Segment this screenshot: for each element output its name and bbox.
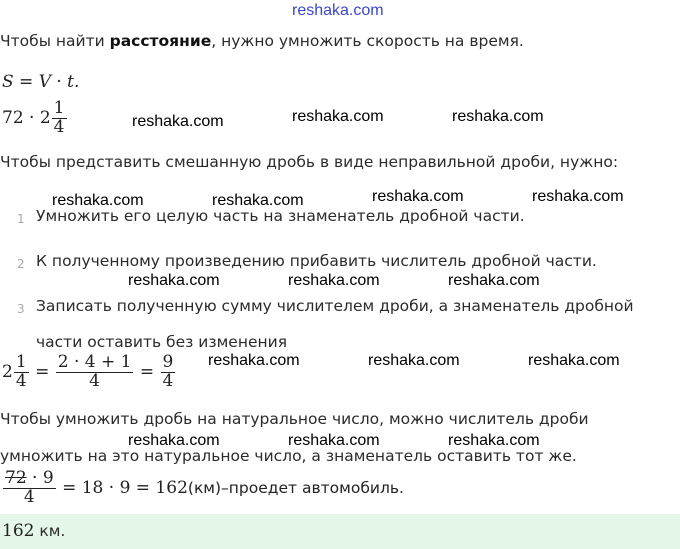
watermark: reshaka.com	[288, 432, 380, 449]
calc-tail: (км)–проедет автомобиль.	[187, 478, 404, 497]
mixed-intro: Чтобы представить смешанную дробь в виде неправильной дроби, нужно:	[0, 153, 619, 171]
calc-fraction	[3, 470, 56, 507]
rule-line-2: умножить на это натуральное число, а знаменатель оставить тот же.	[0, 447, 577, 465]
step-number: 2	[17, 257, 25, 271]
numerator: 9	[162, 352, 174, 372]
intro-bold: расстояние	[109, 32, 212, 50]
numerator: 1	[15, 352, 27, 372]
watermark: reshaka.com	[128, 272, 220, 289]
calculation	[2, 470, 404, 507]
expression	[2, 100, 68, 137]
watermark: reshaka.com	[368, 352, 460, 369]
step-text: Умножить его целую часть на знаменатель дробной части.	[36, 207, 525, 225]
fraction	[14, 354, 29, 391]
watermark: reshaka.com	[372, 188, 464, 205]
struck-number: 72	[5, 468, 27, 488]
step-text: Записать полученную сумму числителем дроби, а знаменатель дробной	[36, 297, 634, 315]
answer-unit: км.	[34, 522, 66, 540]
numerator-rest: · 9	[26, 468, 54, 488]
intro-prefix: Чтобы найти	[0, 32, 110, 50]
watermark: reshaka.com	[452, 108, 544, 125]
watermark: reshaka.com	[448, 432, 540, 449]
fraction	[161, 354, 176, 391]
step-number: 1	[17, 212, 25, 226]
rule-line-1: Чтобы умножить дробь на натуральное число, можно числитель дроби	[0, 410, 589, 428]
watermark-top: reshaka.com	[292, 2, 384, 19]
watermark: reshaka.com	[288, 272, 380, 289]
watermark: reshaka.com	[532, 188, 624, 205]
expression-lead: 72 · 2	[2, 107, 51, 128]
numerator: 2 · 4 + 1	[57, 352, 132, 372]
watermark: reshaka.com	[528, 352, 620, 369]
fraction-denominator: 4	[53, 116, 65, 137]
intro-suffix: , нужно умножить скорость на время.	[211, 32, 524, 50]
denominator: 4	[89, 370, 100, 391]
answer-value: 162	[2, 521, 35, 541]
fraction	[56, 354, 134, 391]
mixed-conversion	[2, 354, 176, 391]
calc-result: = 18 · 9 = 162	[56, 477, 188, 498]
answer-box	[0, 514, 680, 549]
watermark: reshaka.com	[212, 192, 304, 209]
watermark: reshaka.com	[448, 272, 540, 289]
fraction-numerator: 1	[53, 98, 65, 118]
equals-sign: =	[35, 361, 50, 382]
calc-denominator: 4	[23, 486, 35, 507]
distance-formula: S = V · t.	[2, 72, 80, 92]
watermark: reshaka.com	[128, 432, 220, 449]
intro-text	[0, 32, 524, 50]
expression-fraction	[52, 100, 67, 137]
watermark: reshaka.com	[292, 108, 384, 125]
equals-sign: =	[139, 361, 155, 382]
answer	[2, 521, 65, 541]
step-number: 3	[17, 302, 25, 316]
watermark: reshaka.com	[132, 113, 224, 130]
step-text-continuation: части оставить без изменения	[36, 333, 288, 351]
denominator: 4	[162, 370, 174, 391]
denominator: 4	[15, 370, 27, 391]
step-text: К полученному произведению прибавить числитель дробной части.	[36, 252, 597, 270]
watermark: reshaka.com	[208, 352, 300, 369]
whole-part: 2	[2, 361, 13, 382]
watermark: reshaka.com	[52, 192, 144, 209]
